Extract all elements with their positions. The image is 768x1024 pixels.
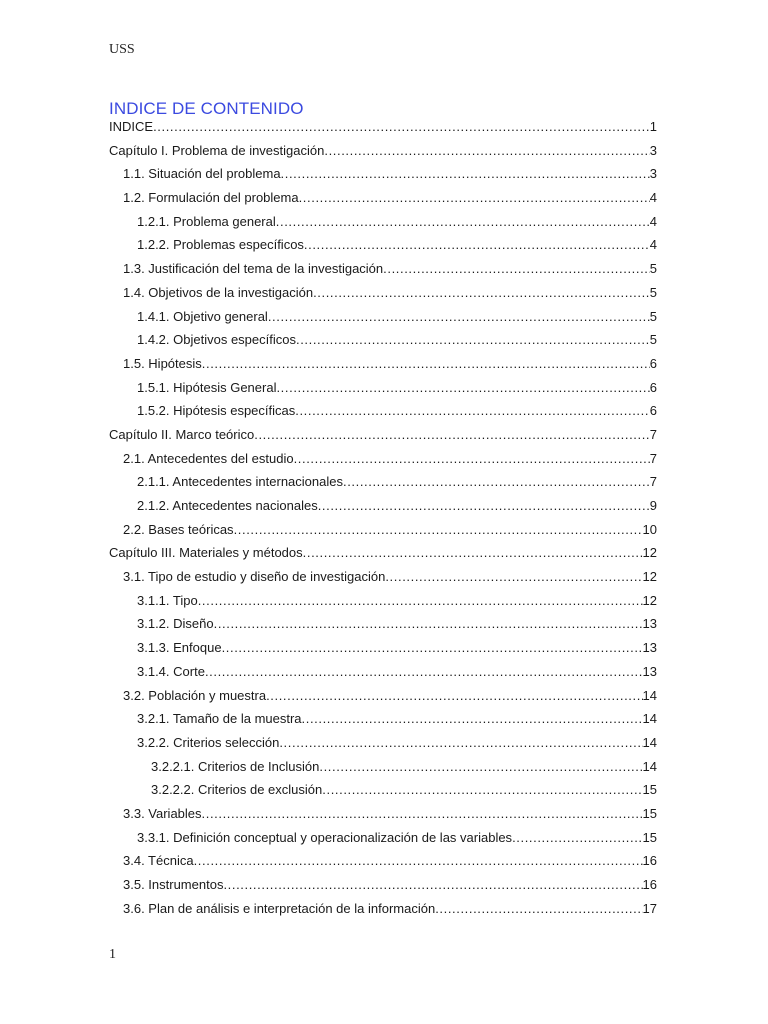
toc-entry[interactable]: [109, 542, 657, 566]
toc-dot-leader: [343, 471, 650, 493]
toc-dot-leader: [254, 424, 650, 446]
toc-entry-page: 6: [649, 403, 657, 419]
table-of-contents: [109, 116, 657, 921]
toc-entry-label: 1.2.1. Problema general: [137, 213, 276, 229]
toc-entry[interactable]: [109, 708, 657, 732]
toc-entry[interactable]: [109, 163, 657, 187]
toc-entry-label: 3.2.2.1. Criterios de Inclusión: [151, 758, 320, 774]
toc-entry-page: 14: [642, 734, 657, 750]
toc-entry-label: 3.3.1. Definición conceptual y operacionalización de las variables: [137, 829, 513, 845]
toc-dot-leader: [295, 400, 650, 422]
toc-entry[interactable]: [109, 803, 657, 827]
toc-entry-page: 15: [642, 782, 657, 798]
toc-dot-leader: [153, 116, 650, 138]
toc-entry[interactable]: [109, 874, 657, 898]
toc-entry-label: Capítulo II. Marco teórico: [109, 426, 255, 442]
toc-entry-page: 7: [649, 450, 657, 466]
toc-entry-page: 14: [642, 711, 657, 727]
toc-entry-page: 3: [649, 142, 657, 158]
toc-entry-label: 3.4. Técnica: [123, 853, 194, 869]
toc-entry-label: 3.1.1. Tipo: [137, 592, 198, 608]
toc-entry-page: 12: [642, 545, 657, 561]
toc-entry-label: 1.1. Situación del problema: [123, 166, 281, 182]
toc-dot-leader: [198, 590, 643, 612]
toc-entry[interactable]: [109, 116, 657, 140]
toc-entry-label: 1.5.2. Hipótesis específicas: [137, 403, 296, 419]
toc-entry[interactable]: [109, 282, 657, 306]
toc-entry-label: 2.1.1. Antecedentes internacionales: [137, 474, 343, 490]
toc-entry-page: 4: [649, 237, 657, 253]
toc-entry[interactable]: [109, 898, 657, 922]
toc-entry-label: 3.1.2. Diseño: [137, 616, 214, 632]
toc-entry-label: Capítulo III. Materiales y métodos: [109, 545, 303, 561]
toc-entry[interactable]: [109, 471, 657, 495]
toc-dot-leader: [266, 685, 642, 707]
toc-entry[interactable]: [109, 566, 657, 590]
toc-entry-page: 13: [642, 640, 657, 656]
toc-entry-page: 16: [642, 877, 657, 892]
toc-entry[interactable]: [109, 519, 657, 543]
toc-entry[interactable]: [109, 590, 657, 614]
toc-entry[interactable]: [109, 850, 657, 874]
toc-dot-leader: [324, 140, 649, 162]
toc-entry[interactable]: [109, 377, 657, 401]
toc-entry-label: 3.1.4. Corte: [137, 663, 205, 679]
toc-dot-leader: [276, 377, 649, 399]
toc-entry[interactable]: [109, 140, 657, 164]
toc-entry-label: 1.3. Justificación del tema de la investigación: [123, 261, 384, 277]
toc-entry-page: 5: [649, 284, 657, 300]
toc-dot-leader: [303, 542, 643, 564]
toc-entry-label: 3.2. Población y muestra: [123, 687, 267, 703]
toc-entry[interactable]: [109, 258, 657, 282]
toc-entry[interactable]: [109, 329, 657, 353]
toc-dot-leader: [234, 519, 643, 541]
toc-entry[interactable]: [109, 827, 657, 851]
toc-entry[interactable]: [109, 187, 657, 211]
toc-entry-page: 14: [642, 758, 657, 774]
toc-entry-page: 13: [642, 616, 657, 632]
toc-entry-label: 3.1. Tipo de estudio y diseño de investigación: [123, 569, 386, 585]
toc-entry-page: 1: [649, 119, 657, 134]
toc-entry-label: 1.2. Formulación del problema: [123, 190, 299, 206]
toc-entry[interactable]: [109, 495, 657, 519]
toc-entry-label: 3.2.2.2. Criterios de exclusión: [151, 782, 323, 798]
toc-dot-leader: [302, 708, 643, 730]
toc-entry-label: 1.4.1. Objetivo general: [137, 308, 268, 324]
toc-entry-label: Capítulo I. Problema de investigación: [109, 142, 325, 158]
toc-entry[interactable]: [109, 424, 657, 448]
toc-entry[interactable]: [109, 661, 657, 685]
toc-title: INDICE DE CONTENIDO: [109, 99, 304, 118]
toc-entry[interactable]: [109, 732, 657, 756]
toc-entry-page: 4: [649, 190, 657, 206]
toc-entry-page: 6: [649, 355, 657, 371]
toc-entry[interactable]: [109, 448, 657, 472]
toc-entry-label: INDICE: [109, 119, 154, 134]
toc-entry-label: 3.2.1. Tamaño de la muestra: [137, 711, 302, 727]
toc-dot-leader: [299, 187, 650, 209]
toc-entry-page: 5: [649, 332, 657, 348]
toc-dot-leader: [294, 448, 650, 470]
toc-dot-leader: [313, 282, 650, 304]
toc-dot-leader: [435, 898, 642, 920]
page-header: USS: [109, 42, 135, 57]
toc-dot-leader: [322, 779, 642, 801]
toc-dot-leader: [512, 827, 642, 849]
toc-entry[interactable]: [109, 306, 657, 330]
toc-dot-leader: [383, 258, 650, 280]
toc-entry-page: 5: [649, 308, 657, 324]
toc-entry-label: 2.2. Bases teóricas: [123, 521, 234, 537]
toc-entry-page: 17: [642, 900, 657, 916]
toc-entry[interactable]: [109, 637, 657, 661]
toc-entry[interactable]: [109, 779, 657, 803]
toc-dot-leader: [296, 329, 650, 351]
toc-entry-page: 12: [642, 569, 657, 585]
toc-entry-label: 1.5.1. Hipótesis General: [137, 379, 277, 395]
toc-entry-page: 5: [649, 261, 657, 277]
toc-dot-leader: [202, 803, 643, 825]
toc-entry[interactable]: [109, 756, 657, 780]
toc-entry-page: 10: [642, 521, 657, 537]
toc-dot-leader: [385, 566, 642, 588]
toc-entry[interactable]: [109, 234, 657, 258]
toc-entry-label: 3.5. Instrumentos: [123, 877, 224, 892]
toc-entry-label: 1.2.2. Problemas específicos: [137, 237, 304, 253]
toc-dot-leader: [279, 732, 642, 754]
toc-entry[interactable]: [109, 353, 657, 377]
toc-entry-page: 15: [642, 829, 657, 845]
toc-entry-label: 3.2.2. Criterios selección: [137, 734, 280, 750]
toc-entry-page: 12: [642, 592, 657, 608]
toc-entry-page: 9: [649, 498, 657, 513]
toc-entry-page: 7: [649, 474, 657, 490]
toc-entry-page: 7: [649, 426, 657, 442]
toc-dot-leader: [276, 211, 650, 233]
page-number: 1: [109, 947, 116, 962]
toc-entry[interactable]: [109, 400, 657, 424]
toc-dot-leader: [205, 661, 643, 683]
toc-dot-leader: [319, 756, 642, 778]
toc-entry[interactable]: [109, 613, 657, 637]
toc-dot-leader: [304, 234, 650, 256]
toc-entry-label: 2.1.2. Antecedentes nacionales: [137, 498, 318, 513]
toc-dot-leader: [214, 613, 643, 635]
toc-dot-leader: [268, 306, 650, 328]
toc-entry-page: 15: [642, 805, 657, 821]
toc-entry-page: 13: [642, 663, 657, 679]
toc-entry-page: 14: [642, 687, 657, 703]
toc-entry-label: 1.4.2. Objetivos específicos: [137, 332, 296, 348]
toc-entry-page: 4: [649, 213, 657, 229]
toc-entry-label: 1.4. Objetivos de la investigación: [123, 284, 314, 300]
toc-entry-label: 3.6. Plan de análisis e interpretación de la información: [123, 900, 436, 916]
toc-entry-page: 6: [649, 379, 657, 395]
toc-entry-label: 3.3. Variables: [123, 805, 202, 821]
toc-dot-leader: [223, 874, 642, 896]
toc-dot-leader: [318, 495, 650, 517]
toc-entry-page: 16: [642, 853, 657, 869]
toc-dot-leader: [281, 163, 650, 185]
toc-dot-leader: [194, 850, 643, 872]
toc-entry[interactable]: [109, 685, 657, 709]
toc-dot-leader: [222, 637, 643, 659]
toc-dot-leader: [202, 353, 650, 375]
toc-entry-label: 1.5. Hipótesis: [123, 355, 202, 371]
toc-entry-page: 3: [649, 166, 657, 182]
toc-entry[interactable]: [109, 211, 657, 235]
toc-entry-label: 2.1. Antecedentes del estudio: [123, 450, 294, 466]
toc-entry-label: 3.1.3. Enfoque: [137, 640, 222, 656]
